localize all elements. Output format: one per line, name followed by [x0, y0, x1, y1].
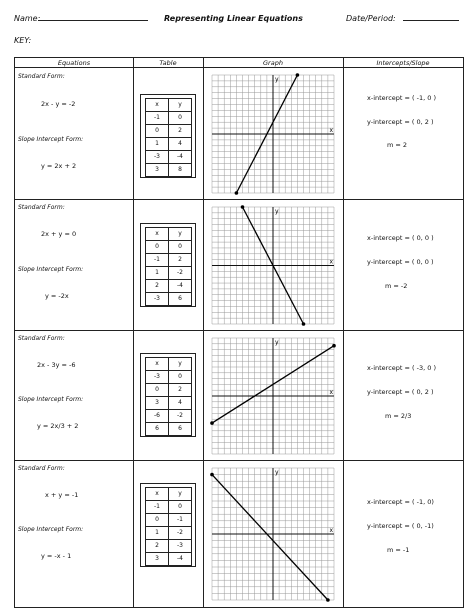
col-header-table: Table — [133, 58, 203, 68]
date-label: Date/Period: — [346, 14, 396, 23]
table-cell: -2 — [169, 267, 192, 280]
xy-table — [145, 487, 192, 566]
table-cell: 0 — [169, 501, 192, 514]
name-label: Name: — [14, 14, 41, 23]
table-head-y: y — [169, 358, 192, 371]
table-cell: -1 — [146, 501, 169, 514]
table-cell: -2 — [169, 527, 192, 540]
table-cell: 0 — [146, 384, 169, 397]
equation-line — [212, 475, 328, 600]
table-cell: 2 — [169, 125, 192, 138]
y-axis-label: y — [275, 208, 279, 215]
table-cell: -1 — [146, 254, 169, 267]
table-head-x: x — [146, 228, 169, 241]
table-cell: -6 — [146, 410, 169, 423]
worksheet-header — [14, 12, 464, 26]
table-cell: -3 — [169, 540, 192, 553]
x-axis-label: x — [329, 527, 333, 534]
row-divider — [15, 199, 463, 200]
table-cell: 0 — [146, 241, 169, 254]
table-cell: 1 — [146, 267, 169, 280]
col-header-equations: Equations — [15, 58, 133, 68]
table-cell: 6 — [146, 423, 169, 436]
arrowhead-icon — [241, 205, 245, 209]
worksheet-table — [14, 57, 464, 608]
y-intercept-text: y-intercept = ( 0, 2 ) — [367, 118, 434, 126]
table-cell: 4 — [169, 397, 192, 410]
slope-intercept-equation: y = 2x/3 + 2 — [37, 422, 79, 430]
x-axis-label: x — [329, 258, 333, 266]
coordinate-graph — [208, 71, 338, 197]
table-cell: 1 — [146, 527, 169, 540]
table-cell: 3 — [146, 164, 169, 177]
standard-form-label: Standard Form: — [18, 335, 65, 342]
table-cell: 0 — [169, 112, 192, 125]
arrowhead-icon — [210, 421, 214, 425]
table-cell: 3 — [146, 553, 169, 566]
table-cell: -4 — [169, 553, 192, 566]
arrowhead-icon — [326, 598, 330, 602]
table-cell: 2 — [146, 540, 169, 553]
table-cell: -3 — [146, 371, 169, 384]
table-head-y: y — [169, 99, 192, 112]
table-cell: 2 — [146, 280, 169, 293]
slope-text: m = -1 — [387, 546, 410, 554]
arrowhead-icon — [302, 322, 306, 326]
arrowhead-icon — [296, 73, 300, 77]
table-cell: 6 — [169, 423, 192, 436]
table-cell: 4 — [169, 138, 192, 151]
column-divider — [343, 58, 344, 607]
worksheet-title: Representing Linear Equations — [164, 14, 303, 23]
slope-intercept-label: Slope Intercept Form: — [18, 396, 84, 403]
standard-form-label: Standard Form: — [18, 73, 65, 80]
slope-intercept-label: Slope Intercept Form: — [18, 266, 84, 273]
y-intercept-text: y-intercept = ( 0, -1) — [367, 522, 434, 530]
table-cell: -1 — [169, 514, 192, 527]
date-field[interactable] — [403, 12, 459, 21]
table-cell: 8 — [169, 164, 192, 177]
table-cell: -1 — [146, 112, 169, 125]
slope-intercept-equation: y = -x - 1 — [41, 552, 72, 560]
coordinate-graph — [208, 203, 338, 328]
slope-text: m = -2 — [385, 282, 408, 290]
x-intercept-text: x-intercept = ( 0, 0 ) — [367, 234, 434, 242]
table-head-x: x — [146, 488, 169, 501]
table-cell: -4 — [169, 151, 192, 164]
table-cell: 2 — [169, 384, 192, 397]
slope-intercept-equation: y = -2x — [45, 292, 69, 300]
slope-intercept-label: Slope Intercept Form: — [18, 526, 84, 533]
standard-form-equation: 2x + y = 0 — [41, 230, 77, 238]
slope-intercept-label: Slope Intercept Form: — [18, 136, 84, 143]
row-divider — [15, 460, 463, 461]
standard-form-equation: 2x - y = -2 — [41, 100, 76, 108]
table-head-x: x — [146, 358, 169, 371]
arrowhead-icon — [210, 473, 214, 477]
xy-table — [145, 227, 192, 306]
xy-table — [145, 357, 192, 436]
column-divider — [133, 58, 134, 607]
slope-text: m = 2/3 — [385, 412, 412, 420]
table-cell: -4 — [169, 280, 192, 293]
coordinate-graph — [208, 464, 338, 604]
row-divider — [15, 330, 463, 331]
table-cell: 0 — [169, 241, 192, 254]
standard-form-label: Standard Form: — [18, 204, 65, 211]
table-head-x: x — [146, 99, 169, 112]
col-header-intercepts: Intercepts/Slope — [343, 58, 463, 68]
y-axis-label: y — [275, 339, 279, 346]
table-cell: 0 — [169, 371, 192, 384]
table-cell: -3 — [146, 293, 169, 306]
table-cell: 1 — [146, 138, 169, 151]
col-header-graph: Graph — [203, 58, 343, 68]
y-intercept-text: y-intercept = ( 0, 2 ) — [367, 388, 434, 396]
x-axis-label: x — [329, 127, 333, 134]
arrowhead-icon — [332, 344, 336, 348]
slope-text: m = 2 — [387, 141, 408, 149]
table-cell: 0 — [146, 125, 169, 138]
table-cell: 2 — [169, 254, 192, 267]
name-field[interactable] — [38, 12, 148, 21]
key-label: KEY: — [14, 36, 32, 45]
table-head-y: y — [169, 488, 192, 501]
table-cell: 6 — [169, 293, 192, 306]
table-cell: -2 — [169, 410, 192, 423]
table-cell: -3 — [146, 151, 169, 164]
table-head-y: y — [169, 228, 192, 241]
arrowhead-icon — [235, 191, 239, 195]
standard-form-label: Standard Form: — [18, 465, 65, 472]
column-divider — [203, 58, 204, 607]
table-cell: 0 — [146, 514, 169, 527]
slope-intercept-equation: y = 2x + 2 — [41, 162, 77, 170]
standard-form-equation: x + y = -1 — [45, 491, 79, 499]
x-axis-label: x — [329, 389, 333, 396]
x-intercept-text: x-intercept = ( -3, 0 ) — [367, 364, 436, 372]
xy-table — [145, 98, 192, 177]
coordinate-graph — [208, 334, 338, 458]
table-cell: 3 — [146, 397, 169, 410]
y-axis-label: y — [275, 76, 279, 83]
x-intercept-text: x-intercept = ( -1, 0) — [367, 498, 434, 506]
x-intercept-text: x-intercept = ( -1, 0 ) — [367, 94, 436, 102]
standard-form-equation: 2x - 3y = -6 — [37, 361, 76, 369]
y-intercept-text: y-intercept = ( 0, 0 ) — [367, 258, 434, 266]
y-axis-label: y — [275, 469, 279, 476]
